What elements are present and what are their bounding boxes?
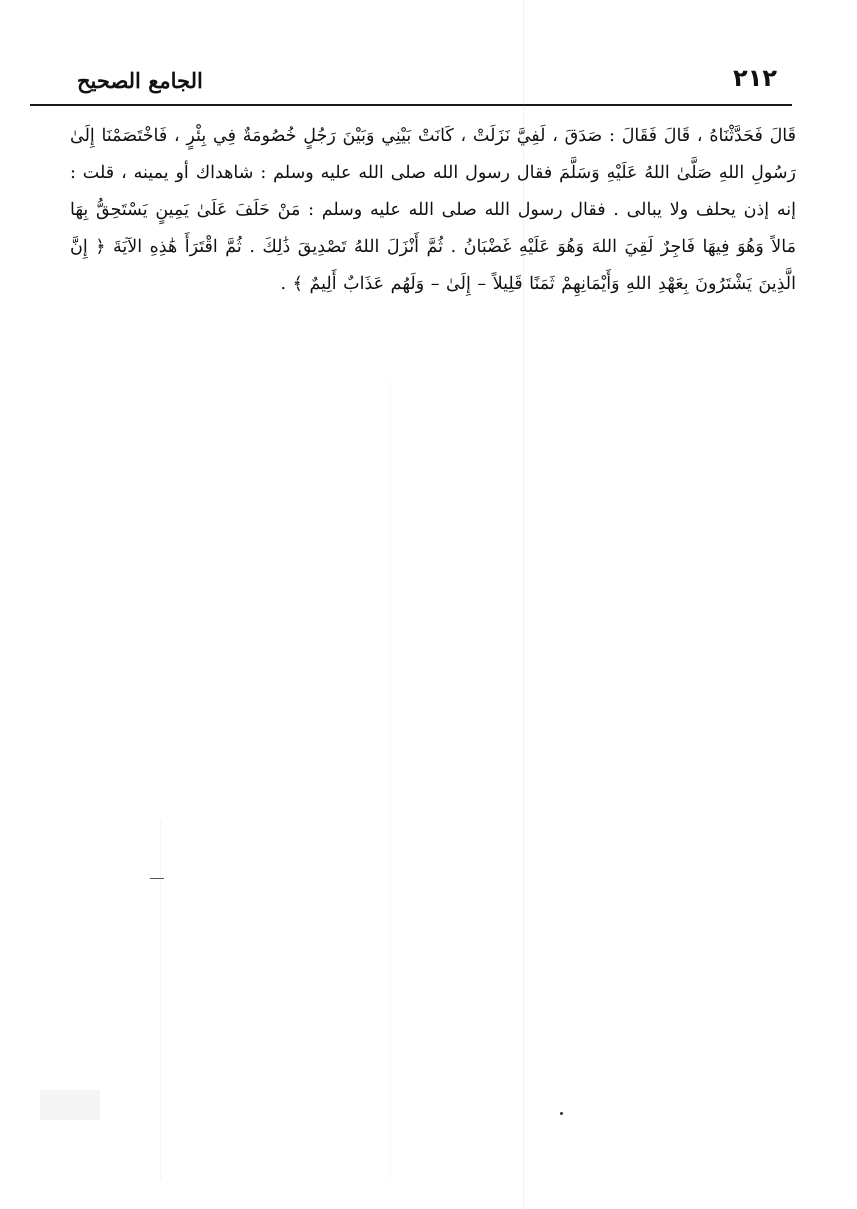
scan-artifact-dash xyxy=(150,878,164,879)
page-number: ٢١٢ xyxy=(733,64,777,92)
running-title: الجامع الصحيح xyxy=(77,68,203,93)
page-header xyxy=(55,58,797,104)
scan-artifact-line xyxy=(523,0,524,1209)
scan-artifact-line xyxy=(390,380,391,1180)
scan-artifact-dot xyxy=(560,1112,563,1115)
scan-artifact-line xyxy=(160,820,161,1180)
header-divider xyxy=(30,104,792,106)
hadith-paragraph: قَالَ فَحَدَّثْنَاهُ ، قَالَ فَقَالَ : صَدَقَ ، لَفِيَّ نَزَلَتْ ، كَانَتْ بَيْنِي وَبَيْنَ رَجُلٍ خُصُومَةٌ فِي بِئْرٍ ، فَاخْتَصَمْنَا إِلَىٰ رَسُولِ اللهِ صَلَّىٰ اللهُ عَلَيْهِ وَسَلَّمَ فقال رسول الله صلى الله عليه وسلم : شاهداك أو يمينه ، قلت : إنه إذن يحلف ولا يبالى . فقال رسول الله صلى الله عليه وسلم : مَنْ حَلَفَ عَلَىٰ يَمِينٍ يَسْتَحِقُّ بِهَا مَالاً وَهُوَ فِيهَا فَاجِرٌ لَقِيَ اللهَ وَهُوَ عَلَيْهِ غَضْبَانُ . ثُمَّ أَنْزَلَ اللهُ تَصْدِيقَ ذَٰلِكَ . ثُمَّ اقْتَرَأَ هَٰذِهِ الآيَةَ ﴿ إِنَّ الَّذِينَ يَشْتَرُونَ بِعَهْدِ اللهِ وَأَيْمَانِهِمْ ثَمَنًا قَلِيلاً – إِلَىٰ – وَلَهُم عَذَابٌ أَلِيمٌ ﴾ . xyxy=(70,126,796,294)
scan-artifact-smudge xyxy=(40,1090,100,1120)
hadith-text-block xyxy=(70,118,796,303)
